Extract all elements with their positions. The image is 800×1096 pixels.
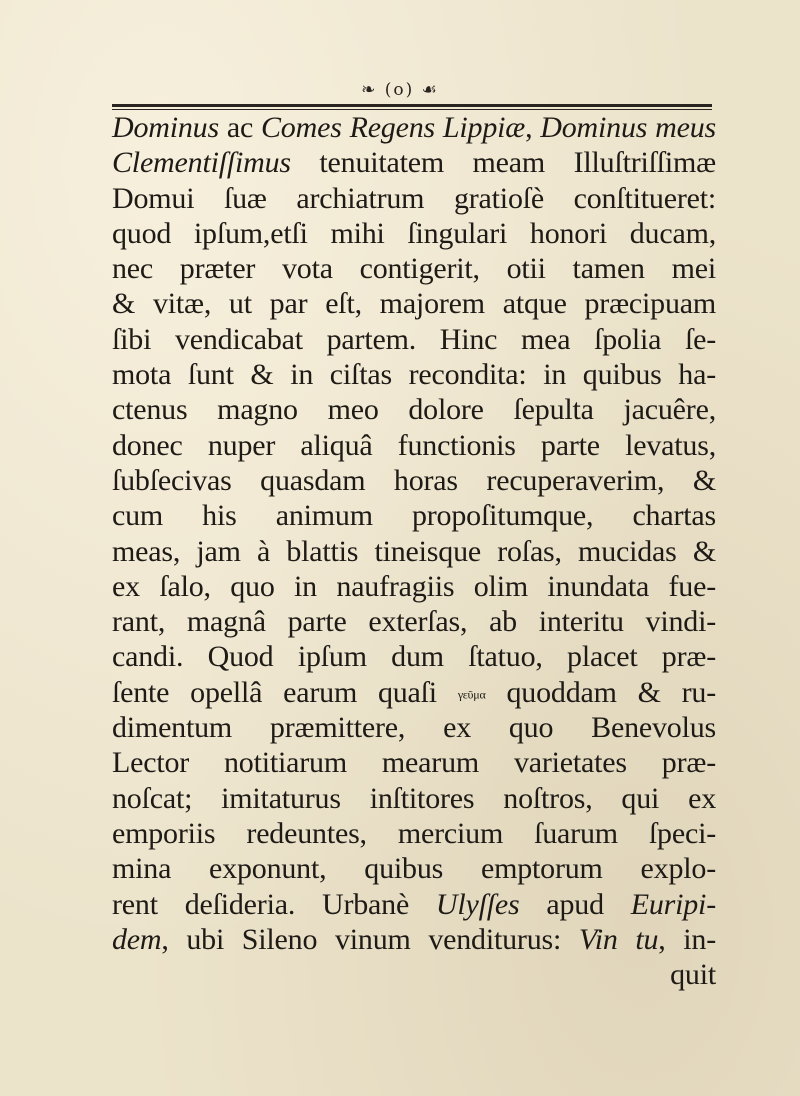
text-segment: apud	[519, 887, 631, 921]
text-segment: donec nuper aliquâ functionis parte levatus,	[112, 428, 716, 462]
text-line	[112, 569, 716, 604]
text-line	[112, 887, 716, 922]
text-segment: Domui ſuæ archiatrum gratioſè conſtitueret:	[112, 181, 716, 215]
text-segment: & vitæ, ut par eſt, majorem atque præcipuam	[112, 287, 716, 321]
text-segment: candi. Quod ipſum dum ſtatuo, placet præ-	[112, 640, 716, 674]
text-segment: ex ſalo, quo in naufragiis olim inundata fue-	[112, 569, 716, 603]
text-line	[112, 851, 716, 886]
text-segment: cum his animum propoſitumque, chartas	[112, 499, 716, 533]
text-line	[112, 498, 716, 533]
text-line	[112, 922, 716, 957]
text-segment: rant, magnâ parte exterſas, ab interitu vindi-	[112, 605, 716, 639]
text-line	[112, 534, 716, 569]
text-line	[112, 675, 716, 710]
text-segment: quit	[670, 958, 716, 992]
text-line	[112, 110, 716, 145]
text-segment: ac	[218, 111, 261, 144]
text-segment: dimentum præmittere, ex quo Benevolus	[112, 711, 716, 745]
text-segment: ſente opellâ earum quaſi	[112, 675, 458, 709]
text-segment: nec præter vota contigerit, otii tamen mei	[112, 252, 716, 286]
text-segment: , ubi Sileno vinum venditurus:	[161, 922, 579, 956]
body-text	[112, 110, 716, 992]
text-line	[112, 392, 716, 427]
text-segment: noſcat; imitaturus inſtitores noſtros, qui ex	[112, 781, 716, 815]
text-line	[112, 957, 716, 992]
header-rule	[112, 104, 712, 107]
text-segment: mina exponunt, quibus emptorum explo-	[112, 852, 716, 886]
text-line	[112, 639, 716, 674]
text-segment: Dominus meus	[540, 111, 716, 144]
text-segment: Dominus	[112, 111, 219, 144]
text-line	[112, 181, 716, 216]
text-segment: mota ſunt & in ciſtas recondita: in quibus ha-	[112, 358, 716, 392]
text-segment: dem	[112, 922, 162, 956]
header-ornament: ❧ (o) ☙	[361, 80, 439, 100]
text-line	[112, 710, 716, 745]
text-line	[112, 216, 716, 251]
text-segment: Comes Regens Lippiæ	[261, 111, 526, 144]
text-line	[112, 428, 716, 463]
text-segment: ctenus magno meo dolore ſepulta jacuêre,	[112, 393, 716, 427]
text-segment: ſibi vendicabat partem. Hinc mea ſpolia ſe-	[112, 322, 716, 356]
text-segment: meas, jam à blattis tineisque roſas, mucidas &	[112, 534, 716, 568]
text-line	[112, 604, 716, 639]
text-segment: Ulyſſes	[435, 887, 520, 921]
text-segment: , in-	[658, 922, 716, 956]
text-line	[112, 286, 716, 321]
text-line	[112, 145, 716, 180]
text-segment: quod ipſum,etſi mihi ſingulari honori ducam,	[112, 216, 716, 250]
text-segment: γεῦμα	[457, 687, 486, 702]
text-segment: ,	[525, 111, 541, 144]
text-segment: Lector notitiarum mearum varietates præ-	[112, 746, 716, 780]
text-line	[112, 745, 716, 780]
text-segment: ſubſecivas quasdam horas recuperaverim, &	[112, 463, 716, 497]
text-segment: tenuitatem meam Illuſtriſſimæ	[290, 146, 716, 180]
text-line	[112, 816, 716, 851]
text-line	[112, 322, 716, 357]
text-line	[112, 781, 716, 816]
text-line	[112, 251, 716, 286]
text-segment: quoddam & ru-	[485, 675, 716, 709]
text-segment: Clementiſſimus	[112, 146, 291, 180]
text-line	[112, 463, 716, 498]
text-segment: rent deſideria. Urbanè	[112, 887, 436, 921]
text-line	[112, 357, 716, 392]
text-segment: Euripi-	[630, 887, 716, 921]
text-segment: Vin tu	[578, 922, 659, 956]
text-segment: emporiis redeuntes, mercium ſuarum ſpeci-	[112, 816, 716, 850]
